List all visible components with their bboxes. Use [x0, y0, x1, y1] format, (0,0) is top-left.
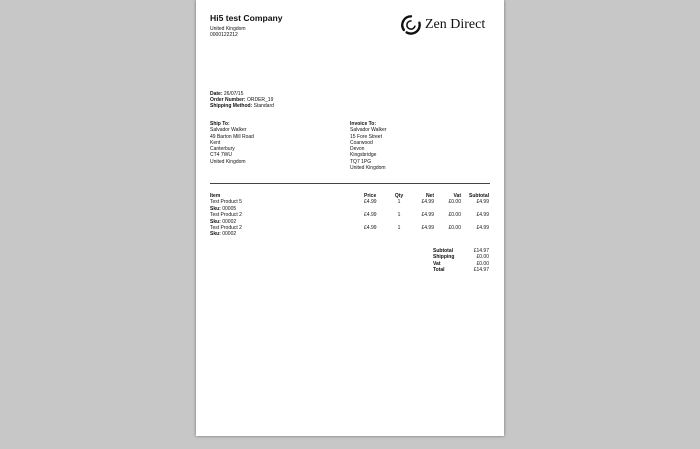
item-vat: £0.00 — [448, 225, 461, 232]
vat-header: Vat — [453, 193, 461, 199]
totals-subtotal-value: £14.97 — [473, 248, 489, 254]
ship-to-line: Canterbury — [210, 146, 235, 153]
item-net: £4.99 — [421, 199, 434, 206]
item-name: Test Product 2 — [210, 212, 242, 219]
shipping-method-value: Standard — [253, 103, 274, 109]
invoice-page — [196, 0, 504, 436]
price-column — [364, 193, 377, 231]
totals-shipping-value: £0.00 — [476, 254, 489, 261]
item-sku: Sku: 00005 — [210, 205, 237, 212]
ship-to-line: 49 Barton Mill Road — [210, 133, 254, 140]
totals-total-label: Total — [433, 267, 445, 274]
ship-to-line: Salvador Walker — [210, 127, 247, 134]
zen-direct-logo-icon — [400, 14, 422, 36]
order-number-value: ORDER_19 — [246, 97, 274, 103]
logo-text: Zen Direct — [425, 17, 486, 32]
totals-total-value: £14.97 — [473, 267, 489, 274]
item-net: £4.99 — [421, 212, 434, 219]
item-subtotal: £4.99 — [476, 225, 489, 232]
invoice-to-line: Kingsbridge — [350, 152, 377, 159]
totals-labels — [433, 248, 454, 274]
item-qty: 1 — [397, 212, 401, 219]
invoice-to-line: Salvador Walker — [350, 127, 387, 134]
item-net: £4.99 — [421, 225, 434, 232]
invoice-to-line: United Kingdom — [350, 165, 386, 172]
invoice-to-block — [350, 121, 387, 171]
subtotal-column — [462, 193, 489, 231]
item-qty: 1 — [397, 225, 401, 232]
item-price: £4.99 — [364, 212, 377, 219]
totals-vat-label: Vat — [433, 260, 441, 267]
item-subtotal: £4.99 — [476, 199, 489, 206]
ship-to-line: CT4 7WU — [210, 152, 232, 159]
item-sku: Sku: 00002 — [210, 218, 237, 225]
qty-column — [394, 193, 404, 231]
ship-to-block — [210, 121, 254, 165]
item-name: Test Product 5 — [210, 199, 242, 206]
ship-to-heading: Ship To: — [210, 121, 230, 127]
qty-header: Qty — [394, 193, 404, 199]
item-subtotal: £4.99 — [476, 212, 489, 219]
item-column — [210, 193, 242, 238]
ship-to-line: Kent — [210, 139, 221, 146]
net-column — [414, 193, 434, 231]
section-divider — [210, 183, 490, 184]
totals-subtotal-label: Subtotal — [433, 248, 453, 254]
price-header: Price — [364, 193, 377, 199]
order-date-label: Date: — [210, 91, 223, 97]
subtotal-header: Subtotal — [469, 193, 489, 199]
item-qty: 1 — [397, 199, 401, 206]
order-number-label: Order Number: — [210, 97, 246, 103]
item-sku: Sku: 00002 — [210, 231, 237, 238]
invoice-to-heading: Invoice To: — [350, 121, 377, 127]
item-price: £4.99 — [364, 199, 377, 206]
company-country: United Kingdom — [210, 26, 246, 32]
company-name: Hi5 test Company — [210, 13, 283, 23]
totals-shipping-label: Shipping — [433, 254, 455, 261]
item-header: Item — [210, 193, 221, 199]
totals-vat-value: £0.00 — [476, 260, 489, 267]
totals-values — [462, 248, 489, 274]
shipping-method — [210, 103, 274, 109]
net-header: Net — [425, 193, 434, 199]
company-phone: 0000122212 — [210, 32, 238, 38]
item-vat: £0.00 — [448, 199, 461, 206]
invoice-to-line: Coarwood — [350, 139, 373, 146]
invoice-to-line: TQ7 1PG — [350, 158, 372, 165]
item-vat: £0.00 — [448, 212, 461, 219]
shipping-method-label: Shipping Method: — [210, 103, 253, 109]
vat-column — [441, 193, 461, 231]
invoice-to-line: Devon — [350, 146, 365, 153]
item-price: £4.99 — [364, 225, 377, 232]
zen-direct-logo — [400, 14, 485, 36]
item-name: Test Product 2 — [210, 225, 242, 232]
invoice-to-line: 15 Fore Street — [350, 133, 382, 140]
ship-to-line: United Kingdom — [210, 158, 246, 165]
order-date-value: 26/07/15 — [223, 91, 244, 97]
